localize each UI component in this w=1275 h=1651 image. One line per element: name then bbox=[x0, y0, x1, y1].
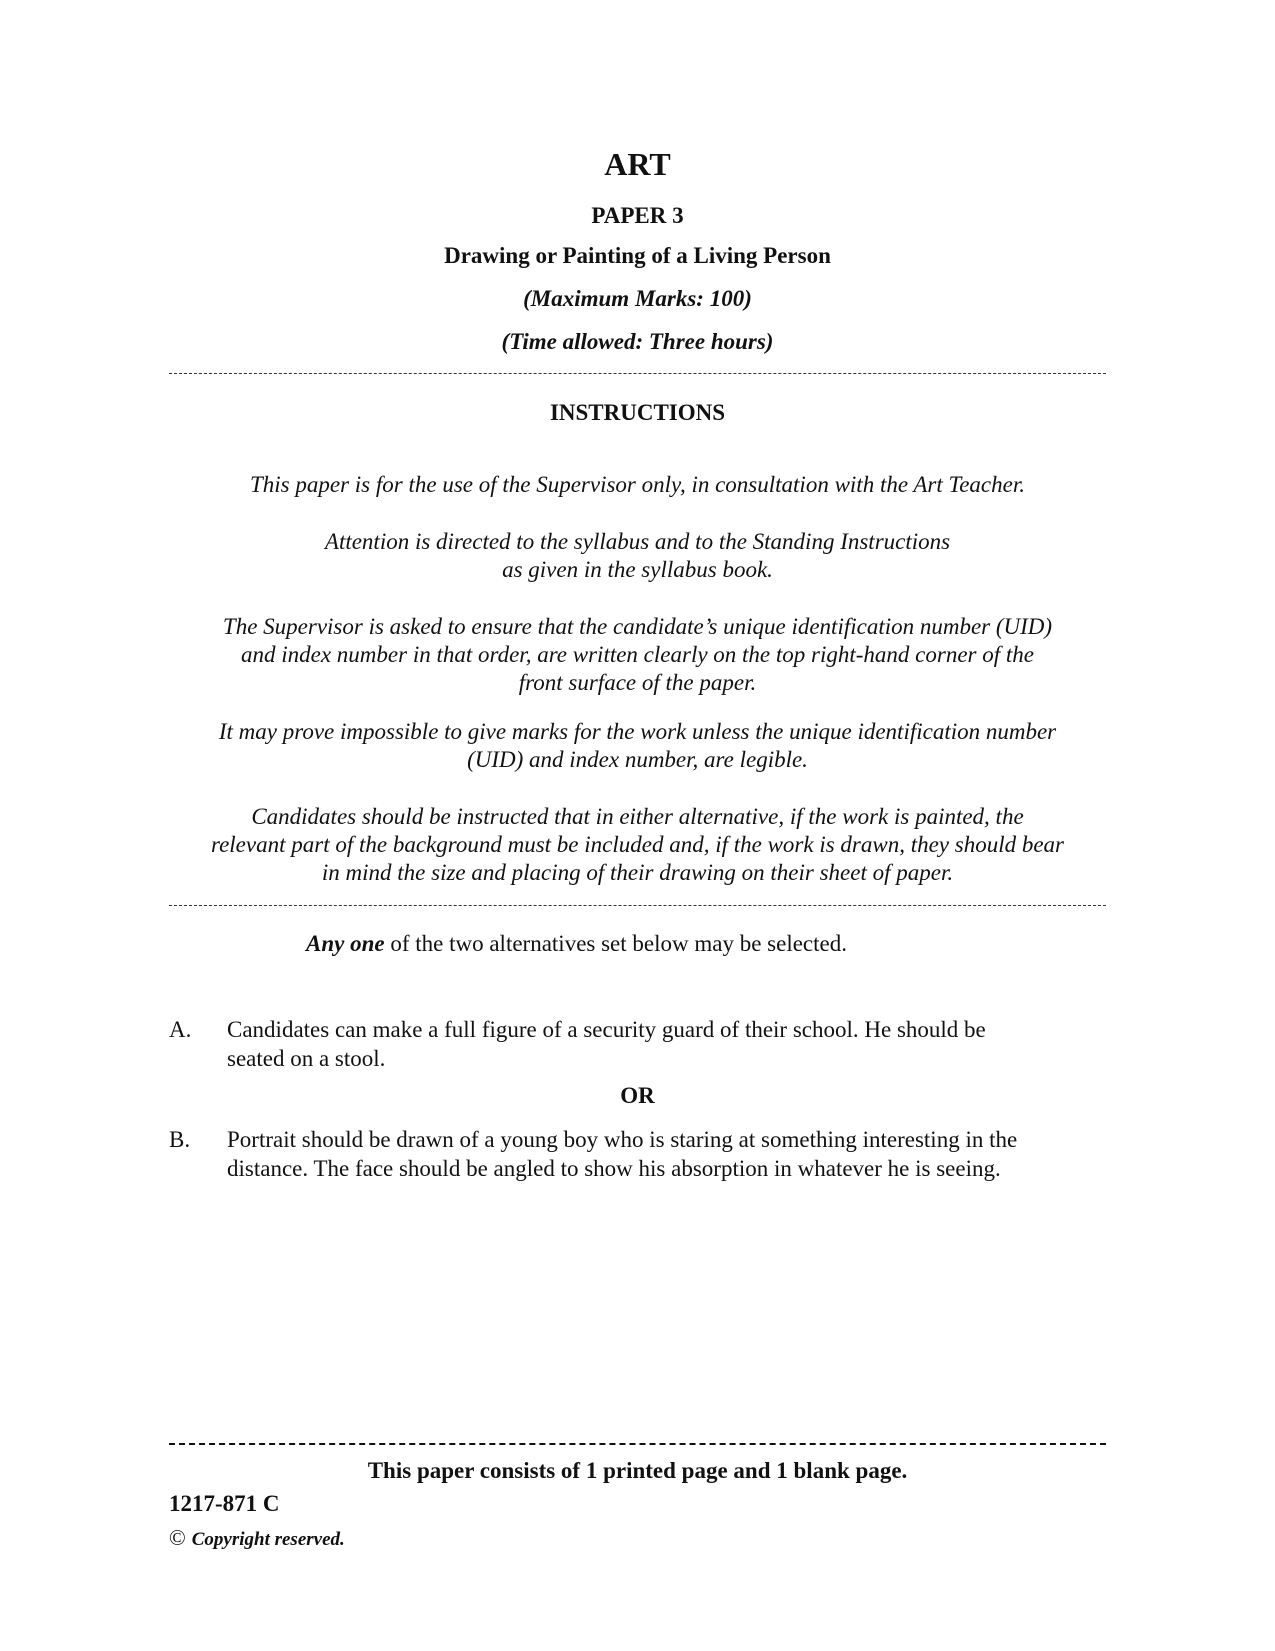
alternative-a-text bbox=[227, 1015, 1106, 1073]
instruction-line: Attention is directed to the syllabus and to the Standing Instructions bbox=[324, 529, 951, 554]
paper-number: PAPER 3 bbox=[591, 203, 684, 228]
instruction-paragraph bbox=[160, 528, 1115, 584]
alternative-line: Candidates can make a full figure of a security guard of their school. He should be bbox=[227, 1017, 986, 1042]
paper-code: 1217-871 C bbox=[169, 1491, 280, 1516]
alternative-line: Portrait should be drawn of a young boy who is staring at something interesting in the bbox=[227, 1127, 1018, 1152]
alternative-b-text bbox=[227, 1125, 1106, 1183]
instruction-line: This paper is for the use of the Supervisor only, in consultation with the Art Teacher. bbox=[250, 472, 1025, 497]
selection-note bbox=[306, 931, 847, 957]
selection-rest: of the two alternatives set below may be selected. bbox=[384, 931, 847, 956]
paper-subject: Drawing or Painting of a Living Person bbox=[444, 243, 831, 268]
dashed-divider bbox=[169, 905, 1106, 906]
instruction-line: and index number in that order, are written clearly on the top right-hand corner of the bbox=[241, 642, 1034, 667]
instruction-line: relevant part of the background must be included and, if the work is drawn, they should bear bbox=[210, 832, 1065, 857]
instruction-line: The Supervisor is asked to ensure that the candidate’s unique identification number (UID) bbox=[222, 614, 1053, 639]
alternative-line: seated on a stool. bbox=[227, 1046, 386, 1071]
pages-note: This paper consists of 1 printed page and 1 blank page. bbox=[367, 1458, 908, 1483]
instruction-paragraph bbox=[160, 613, 1115, 697]
paper-title: ART bbox=[604, 146, 671, 182]
instructions-heading: INSTRUCTIONS bbox=[549, 400, 726, 425]
alternative-a bbox=[169, 1015, 1106, 1073]
copyright-text: Copyright reserved. bbox=[191, 1529, 345, 1550]
instruction-line: It may prove impossible to give marks for the work unless the unique identification number bbox=[218, 719, 1057, 744]
instruction-line: Candidates should be instructed that in either alternative, if the work is painted, the bbox=[251, 804, 1024, 829]
alternative-a-label: A. bbox=[169, 1017, 192, 1042]
dashed-divider bbox=[169, 373, 1106, 374]
instruction-line: (UID) and index number, are legible. bbox=[467, 747, 808, 772]
instruction-paragraph bbox=[160, 803, 1115, 887]
footer-divider bbox=[169, 1443, 1106, 1445]
alternative-line: distance. The face should be angled to show his absorption in whatever he is seeing. bbox=[227, 1156, 1001, 1181]
maximum-marks: (Maximum Marks: 100) bbox=[523, 286, 752, 311]
or-separator: OR bbox=[620, 1083, 655, 1108]
copyright-notice bbox=[169, 1525, 345, 1551]
alternative-b bbox=[169, 1125, 1106, 1183]
instruction-paragraph bbox=[160, 471, 1115, 499]
instruction-paragraph bbox=[160, 718, 1115, 774]
copyright-icon: © bbox=[169, 1525, 186, 1550]
time-allowed: (Time allowed: Three hours) bbox=[501, 329, 774, 354]
instruction-line: front surface of the paper. bbox=[518, 670, 757, 695]
alternative-b-label: B. bbox=[169, 1127, 191, 1152]
instruction-line: in mind the size and placing of their drawing on their sheet of paper. bbox=[321, 860, 954, 885]
selection-emphasis: Any one bbox=[306, 931, 385, 956]
instruction-line: as given in the syllabus book. bbox=[502, 557, 773, 582]
